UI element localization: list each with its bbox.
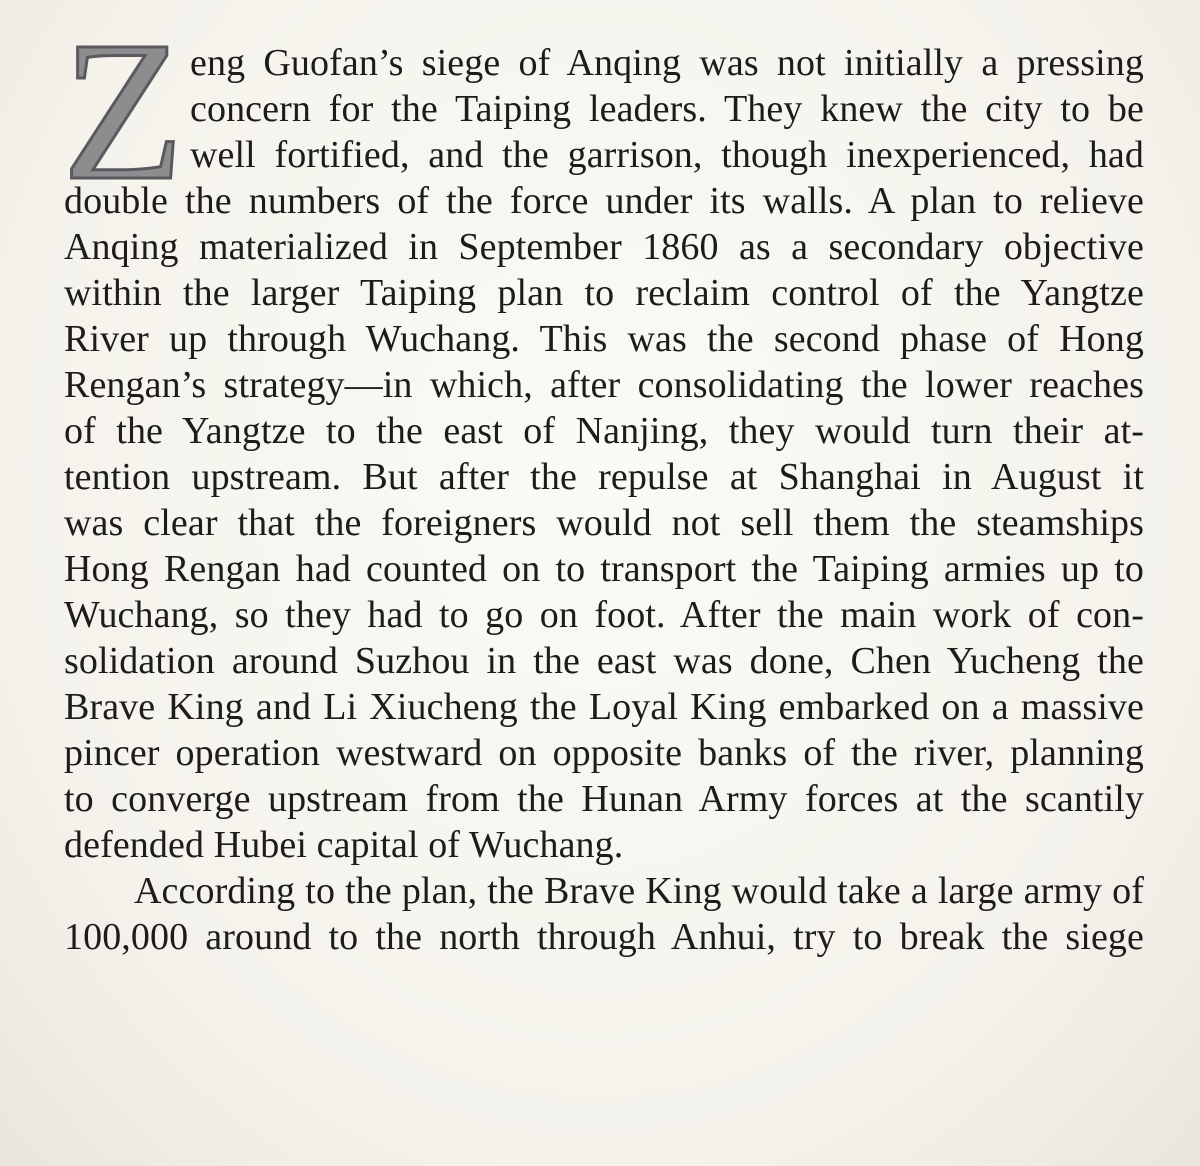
body-text bbox=[64, 40, 1144, 960]
text-line: of the Yangtze to the east of Nanjing, they would turn their at- bbox=[64, 410, 1144, 452]
text-line: was clear that the foreigners would not sell them the steamships bbox=[64, 502, 1144, 544]
text-line: According to the plan, the Brave King would take a large army of bbox=[134, 870, 1144, 912]
drop-cap-letter: Z bbox=[62, 1, 185, 222]
text-line: tention upstream. But after the repulse at Shanghai in August it bbox=[64, 456, 1144, 498]
paragraph-2 bbox=[64, 868, 1144, 960]
text-line: Brave King and Li Xiucheng the Loyal King embarked on a massive bbox=[64, 686, 1144, 728]
text-line: concern for the Taiping leaders. They knew the city to be bbox=[190, 88, 1144, 130]
text-line: double the numbers of the force under its walls. A plan to relieve bbox=[64, 180, 1144, 222]
text-line: well fortified, and the garrison, though inexperienced, had bbox=[190, 134, 1144, 176]
text-line: Anqing materialized in September 1860 as a secondary objective bbox=[64, 226, 1144, 268]
text-line: eng Guofan’s siege of Anqing was not initially a pressing bbox=[190, 42, 1144, 84]
text-line: to converge upstream from the Hunan Army forces at the scantily bbox=[64, 778, 1144, 820]
text-line: solidation around Suzhou in the east was done, Chen Yucheng the bbox=[64, 640, 1144, 682]
text-line: River up through Wuchang. This was the second phase of Hong bbox=[64, 318, 1144, 360]
text-line: 100,000 around to the north through Anhui, try to break the siege bbox=[64, 916, 1144, 958]
text-line: Hong Rengan had counted on to transport the Taiping armies up to bbox=[64, 548, 1144, 590]
text-line: pincer operation westward on opposite banks of the river, planning bbox=[64, 732, 1144, 774]
paragraph-1 bbox=[64, 40, 1144, 868]
text-line: within the larger Taiping plan to reclaim control of the Yangtze bbox=[64, 272, 1144, 314]
text-line: Rengan’s strategy—in which, after consolidating the lower reaches bbox=[64, 364, 1144, 406]
text-line: defended Hubei capital of Wuchang. bbox=[64, 824, 624, 866]
text-line: Wuchang, so they had to go on foot. After the main work of con- bbox=[64, 594, 1144, 636]
